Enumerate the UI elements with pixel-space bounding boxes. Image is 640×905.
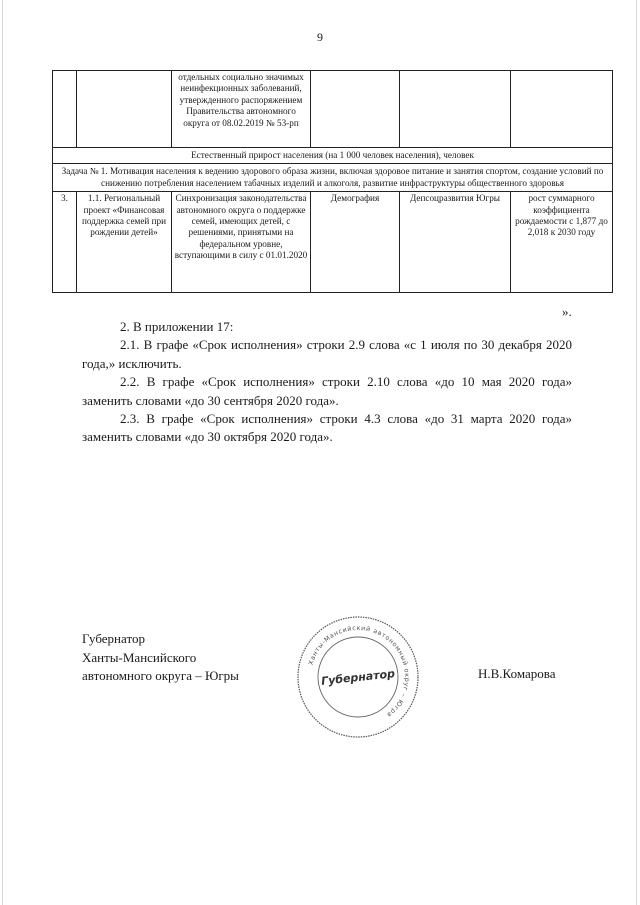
signer-title-line: автономного округа – Югры xyxy=(82,668,239,683)
page-number: 9 xyxy=(317,30,323,44)
action-cell: Синхронизация законодательства автономного округа о поддержке семей, имеющих детей, с решениями, принятыми на федеральном уровне, вступающими в силу с 01.01.2020 xyxy=(172,192,311,293)
national-project-cell: Демография xyxy=(311,192,400,293)
table-cell-continuation-text: отдельных социально значимых неинфекционных заболеваний, утвержденного распоряжением Правительства автономного округа от 08.02.2019 № 53-рп xyxy=(172,71,311,148)
result-cell: рост суммарного коэффициента рождаемости с 1,877 до 2,018 к 2030 году xyxy=(511,192,613,293)
table-cell xyxy=(511,71,613,148)
table-cell xyxy=(53,71,77,148)
table-row-indicator xyxy=(53,148,613,164)
signer-title xyxy=(82,630,239,686)
signer-title-line: Ханты-Мансийского xyxy=(82,649,197,665)
measures-table xyxy=(52,70,613,293)
table-row-continuation xyxy=(53,71,613,148)
paragraph: 2. В приложении 17: xyxy=(120,319,234,334)
scan-edge-right xyxy=(636,0,637,905)
table-cell xyxy=(311,71,400,148)
indicator-cell: Естественный прирост населения (на 1 000 человек населения), человек xyxy=(53,148,613,164)
project-cell: 1.1. Региональный проект «Финансовая поддержка семей при рождении детей» xyxy=(77,192,172,293)
task-cell: Задача № 1. Мотивация населения к ведению здорового образа жизни, включая здоровое питание и занятия спортом, создание условий по снижению потребления населением табачных изделий и алкоголя, развитие инфраструктуры общественного здоровья xyxy=(53,164,613,192)
paragraph: 2.3. В графе «Срок исполнения» строки 4.3 слова «до 31 марта 2020 года» заменить словами «до 30 октября 2020 года». xyxy=(82,411,572,445)
paragraph: 2.2. В графе «Срок исполнения» строки 2.10 слова «до 10 мая 2020 года» заменить словами «до 30 сентября 2020 года». xyxy=(82,374,572,408)
executor-cell: Депсоцразвития Югры xyxy=(400,192,511,293)
row-number-cell: 3. xyxy=(53,192,77,293)
amendment-text xyxy=(82,318,572,447)
official-seal xyxy=(294,613,422,741)
seal-ring-text: Ханты-Мансийский автономный округ – Югра xyxy=(306,623,412,720)
seal-center-text: Губернатор xyxy=(320,667,396,688)
table-cell xyxy=(400,71,511,148)
table-cell xyxy=(77,71,172,148)
table-row-task xyxy=(53,164,613,192)
signer-title-line: Губернатор xyxy=(82,631,145,646)
paragraph: 2.1. В графе «Срок исполнения» строки 2.9 слова «с 1 июля по 30 декабря 2020 года,» исключить. xyxy=(82,337,572,371)
table-row-data xyxy=(53,192,613,293)
scan-edge-left xyxy=(2,0,3,905)
signer-name: Н.В.Комарова xyxy=(478,666,556,681)
closing-quote: ». xyxy=(562,304,572,319)
